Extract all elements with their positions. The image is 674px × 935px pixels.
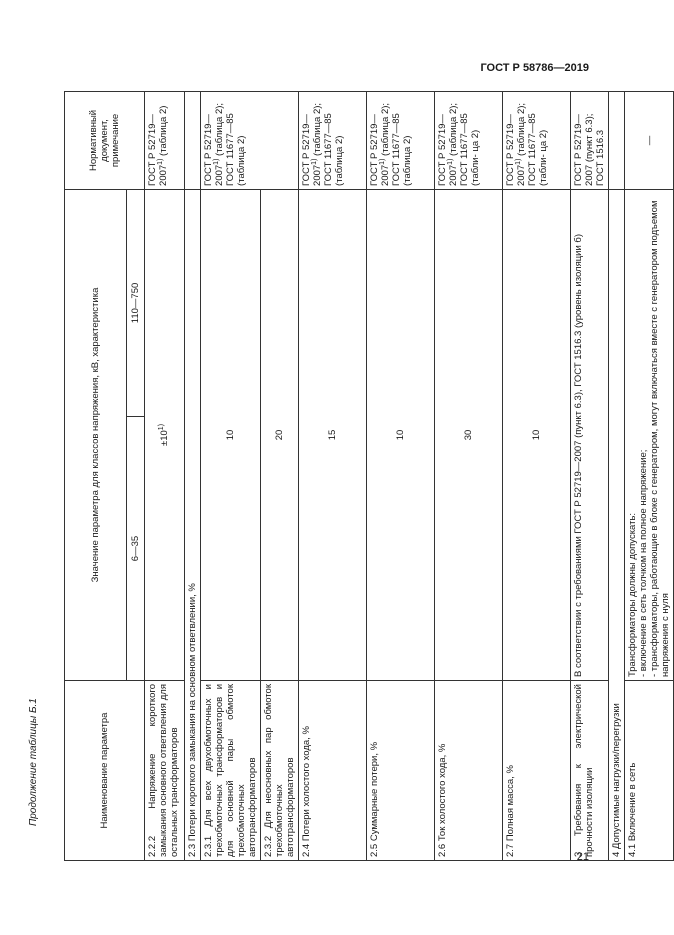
table-row — [367, 91, 435, 860]
header-normative-document: Нормативный документ, примечание — [65, 91, 145, 189]
row-2-6-name: 2.6 Ток холостого хода, % — [435, 681, 503, 861]
row-4-1-norm: — — [625, 91, 674, 189]
row-2-6-norm: ГОСТ Р 52719—2007$^{1)}$ (таблица 2); ГОСТ 11677—85 (табли- ца 2) — [435, 91, 503, 189]
row-2-7-norm: ГОСТ Р 52719—2007$^{1)}$ (таблица 2); ГОСТ 11677—85 (табли- ца 2) — [503, 91, 571, 189]
row-2-4-name: 2.4 Потери холостого хода, % — [299, 681, 367, 861]
row-3-norm: ГОСТ Р 52719—2007 (пункт 6.3); ГОСТ 1516.3 — [571, 91, 609, 189]
table-row — [435, 91, 503, 860]
row-2-5-value: 10 — [367, 189, 435, 680]
table-row — [503, 91, 571, 860]
table-row — [609, 91, 625, 860]
row-2-3-2-value: 20 — [261, 189, 299, 680]
document-code: ГОСТ Р 58786—2019 — [480, 62, 589, 74]
row-2-3-1-name: 2.3.1 Для всех двухобмоточных и трехобмоточных трансформаторов и для основной пары обмоток трехобмоточных автотрансформаторов — [201, 681, 261, 861]
row-2-2-2-norm: ГОСТ Р 52719—2007$^{1)}$ (таблица 2) — [145, 91, 185, 189]
table-row — [185, 91, 201, 860]
row-4-1-value: Трансформаторы должны допускать: - включение в сеть толчком на полное напряжение; - трансформаторы, работающие в блоке с генератором, могут включаться вместе с генератором подъемом напряжения с нуля — [625, 189, 674, 680]
row-2-3-norm — [185, 91, 201, 189]
table-row — [201, 91, 261, 860]
row-3-name: 3 Требования к электрической прочности изоляции — [571, 681, 609, 861]
row-4-title: 4 Допустимые нагрузки/перегрузки — [609, 189, 625, 860]
table-row — [299, 91, 367, 860]
row-3-value: В соответствии с требованиями ГОСТ Р 52719—2007 (пункт 6.3), ГОСТ 1516.3 (уровень изоляции б) — [571, 189, 609, 680]
table-row — [571, 91, 609, 860]
row-2-6-value: 30 — [435, 189, 503, 680]
header-voltage-6-35: 6—35 — [127, 417, 145, 681]
header-values-group: Значение параметра для классов напряжения, кВ, характеристика — [65, 189, 127, 680]
header-voltage-110-750: 110—750 — [127, 189, 145, 416]
row-2-3-norm-shared: ГОСТ Р 52719—2007$^{1)}$ (таблица 2); ГОСТ 11677—85 (таблица 2) — [201, 91, 299, 189]
row-2-5-name: 2.5 Суммарные потери, % — [367, 681, 435, 861]
row-2-2-2-name: 2.2.2 Напряжение короткого замыкания основного ответвления для остальных трансформаторов — [145, 681, 185, 861]
row-2-7-value: 10 — [503, 189, 571, 680]
row-2-4-value: 15 — [299, 189, 367, 680]
table-row — [261, 91, 299, 860]
row-2-5-norm: ГОСТ Р 52719—2007$^{1)}$ (таблица 2); ГОСТ 11677—85 (таблица 2) — [367, 91, 435, 189]
table-caption: Продолжение таблицы Б.1 — [28, 698, 39, 826]
parameters-table — [64, 91, 674, 861]
row-2-2-2-value: $\pm 10^{1)}$ — [145, 189, 185, 680]
row-2-4-norm: ГОСТ Р 52719—2007$^{1)}$ (таблица 2); ГОСТ 11677—85 (таблица 2) — [299, 91, 367, 189]
row-4-norm — [609, 91, 625, 189]
header-parameter-name: Наименование параметра — [65, 681, 145, 861]
row-4-1-name: 4.1 Включение в сеть — [625, 681, 674, 861]
row-2-7-name: 2.7 Полная масса, % — [503, 681, 571, 861]
page-number: 21 — [576, 851, 589, 863]
row-2-3-2-name: 2.3.2 Для неосновных пар обмоток трехобмоточных автотрансформаторов — [261, 681, 299, 861]
row-2-3-title: 2.3 Потери короткого замыкания на основном ответвлении, % — [185, 189, 201, 860]
table-row — [625, 91, 674, 860]
row-2-3-1-value: 10 — [201, 189, 261, 680]
table-row — [145, 91, 185, 860]
